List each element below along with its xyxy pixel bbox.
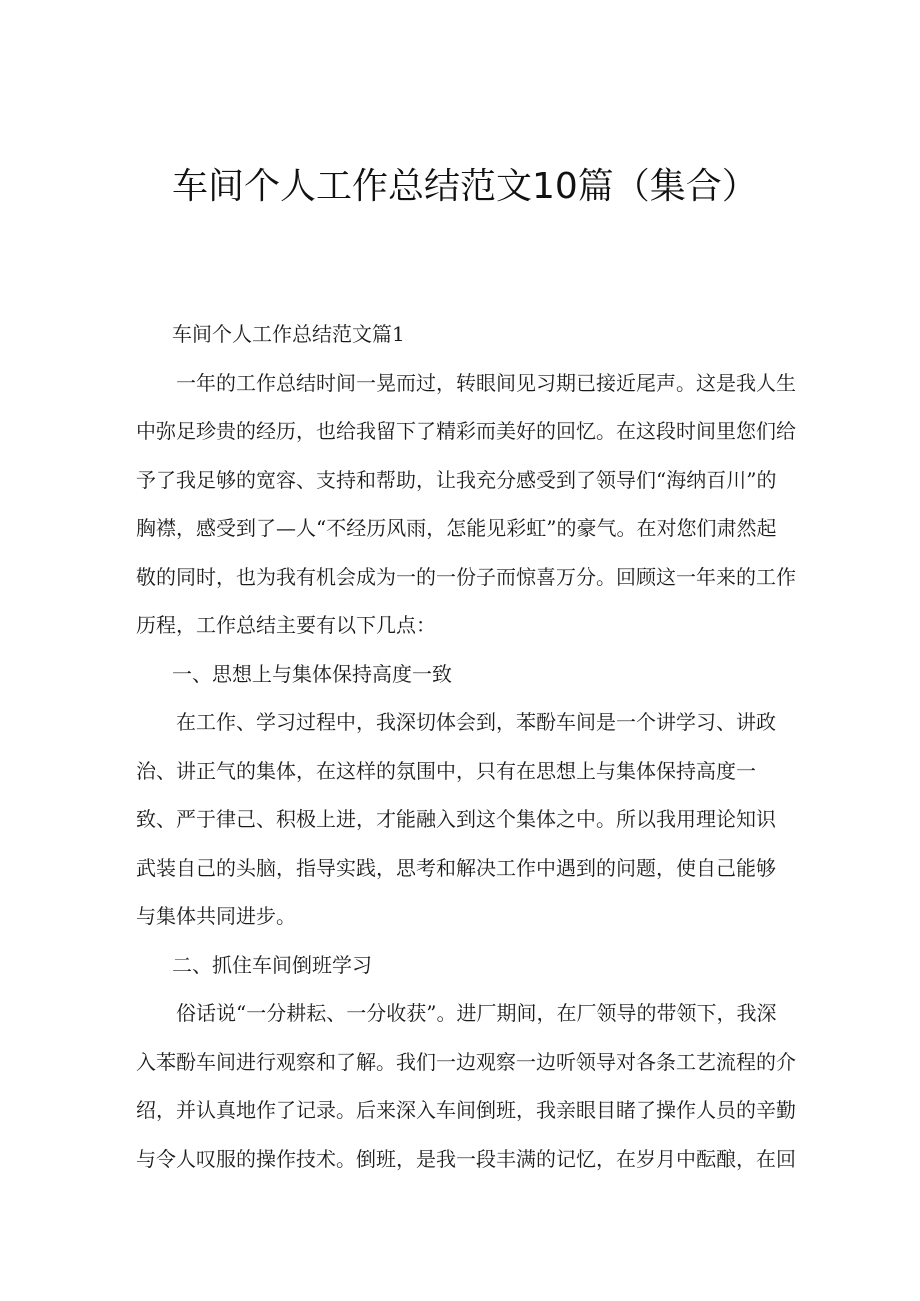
paragraph-line: 武装自己的头脑，指导实践，思考和解决工作中遇到的问题，使自己能够 [136,855,776,880]
paragraph-line: 予了我足够的宽容、支持和帮助，让我充分感受到了领导们“海纳百川”的 [136,467,777,492]
document-body [136,310,796,1183]
section-heading: 一、思想上与集体保持高度一致 [172,661,452,686]
paragraph-line: 与集体共同进步。 [136,904,296,928]
paragraph-line: 俗话说“一分耕耘、一分收获”。进厂期间，在厂领导的带领下，我深 [176,1001,777,1025]
paragraph-line: 敬的同时，也为我有机会成为一的一份子而惊喜万分。回顾这一年来的工作 [136,564,796,589]
paragraph-line: 中弥足珍贵的经历，也给我留下了精彩而美好的回忆。在这段时间里您们给 [136,419,796,443]
paragraph-line: 绍，并认真地作了记录。后来深入车间倒班，我亲眼目睹了操作人员的辛勤 [136,1098,796,1122]
section-heading: 二、抓住车间倒班学习 [172,952,372,977]
paragraph-line: 一年的工作总结时间一晃而过，转眼间见习期已接近尾声。这是我人生 [176,370,796,395]
paragraph-line: 历程，工作总结主要有以下几点： [136,613,436,637]
section-heading: 车间个人工作总结范文篇1 [172,322,405,346]
paragraph-line: 入苯酚车间进行观察和了解。我们一边观察一边听领导对各条工艺流程的介 [136,1049,796,1074]
paragraph-line: 治、讲正气的集体，在这样的氛围中，只有在思想上与集体保持高度一 [136,758,756,783]
paragraph-line: 与令人叹服的操作技术。倒班，是我一段丰满的记忆，在岁月中酝酿，在回 [136,1146,796,1171]
document-title: 车间个人工作总结范文10篇（集合） [172,166,758,207]
paragraph-line: 在工作、学习过程中，我深切体会到，苯酚车间是一个讲学习、讲政 [176,710,776,734]
paragraph-line: 致、严于律己、积极上进，才能融入到这个集体之中。所以我用理论知识 [136,807,776,831]
paragraph-line: 胸襟，感受到了—人“不经历风雨，怎能见彩虹”的豪气。在对您们肃然起 [136,516,777,540]
